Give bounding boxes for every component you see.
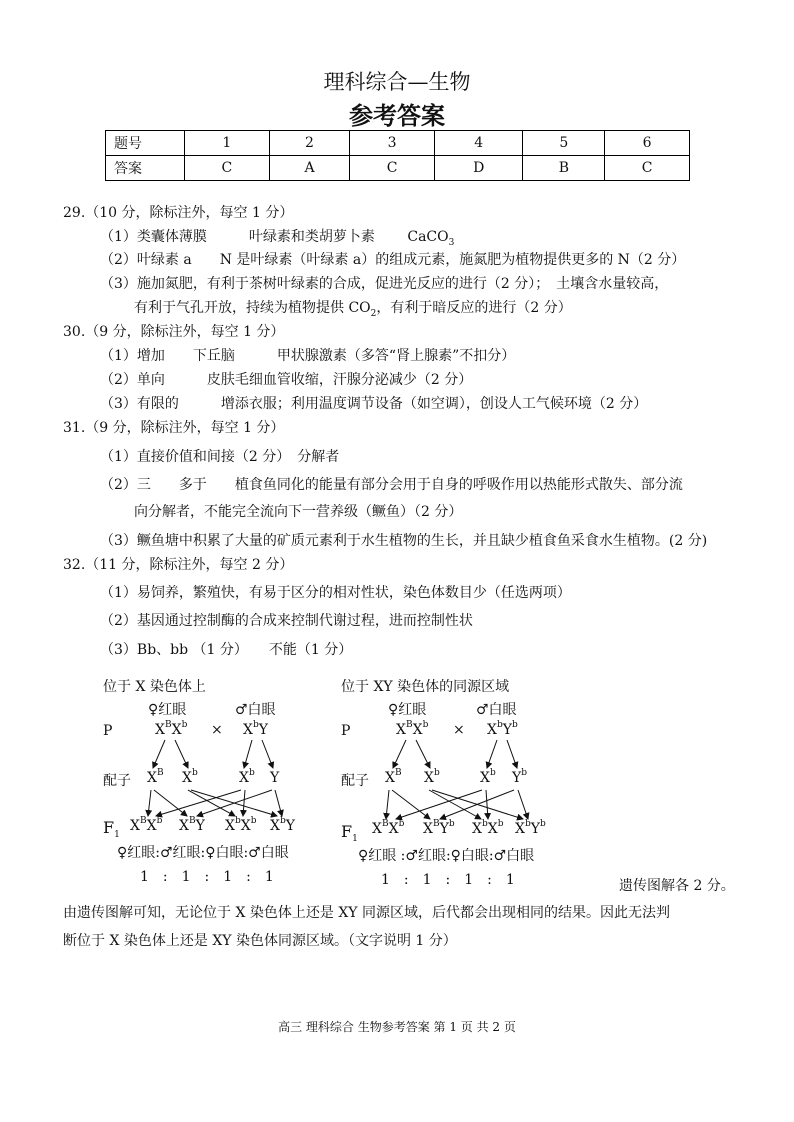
arrow (429, 790, 481, 819)
q32-line-3: （3）Bb、bb （1 分） 不能（1 分） (100, 642, 353, 658)
parent-male-genotype: $X^bY$ (243, 720, 268, 738)
gamete: $X^B$ (385, 768, 402, 786)
arrow (486, 790, 488, 819)
offspring-genotype: $X^bY^b$ (515, 819, 546, 837)
diagram-title: 位于 XY 染色体的同源区域 (341, 679, 510, 695)
q29-line-2: （2）叶绿素 a N 是叶绿素（叶绿素 a）的组成元素，施氮肥为植物提供更多的 N（2 分） (100, 252, 686, 268)
q32-line-1: （1）易饲养，繁殖快，有易于区分的相对性状，染色体数目少（任选两项） (100, 585, 571, 601)
parent-label: P (341, 723, 351, 739)
q31-line-4: （3）鳜鱼塘中积累了大量的矿质元素利于水生植物的生长，并且缺少植食鱼采食水生植物。(2 分) (100, 533, 708, 549)
q29-heading: 29.（10 分，除标注外，每空 1 分） (63, 205, 294, 221)
q29-line-1-text: （1）类囊体薄膜 叶绿素和类胡萝卜素 CaCO (100, 229, 449, 245)
offspring-genotype: $X^BX^b$ (130, 816, 163, 834)
offspring-genotype: $X^BY$ (179, 816, 205, 834)
arrow (416, 740, 430, 768)
cross-symbol: × (453, 722, 465, 738)
arrow (518, 790, 528, 819)
phenotype-ratio-labels: ♀红眼 :♂红眼:♀白眼:♂白眼 (358, 848, 535, 864)
offspring-genotype: $X^bY$ (270, 816, 295, 834)
gamete: $X^b$ (239, 768, 255, 786)
question-number: 4 (435, 131, 523, 156)
phenotype-ratio-labels: ♀红眼:♂红眼:♀白眼:♂白眼 (117, 845, 289, 861)
q29-line-4-text: ，有利于暗反应的进行（2 分） (376, 300, 572, 316)
answer-cell: B (523, 156, 605, 181)
arrow (396, 790, 482, 819)
question-number: 1 (185, 131, 270, 156)
parent-label: P (103, 723, 113, 739)
q32-line-2: （2）基因通过控制酶的合成来控制代谢过程，进而控制性状 (100, 613, 473, 629)
f1-text: F (103, 818, 115, 837)
page-subtitle: 参考答案 (349, 101, 445, 130)
arrow (393, 740, 406, 768)
question-number: 5 (523, 131, 605, 156)
arrow (440, 790, 514, 819)
answer-cell: C (605, 156, 690, 181)
question-number: 3 (350, 131, 435, 156)
gamete: $Y^b$ (512, 768, 528, 786)
answer-cell: D (435, 156, 523, 181)
cross-symbol: × (211, 722, 223, 738)
offspring-genotype: $X^bX^b$ (472, 819, 504, 837)
table-row-label: 答案 (106, 156, 185, 181)
q30-line-3: （3）有限的 增添衣服；利用温度调节设备（如空调），创设人工气候环境（2 分） (100, 396, 648, 412)
question-number: 6 (605, 131, 690, 156)
arrow (243, 790, 245, 816)
parent-male-genotype: $X^bY^b$ (487, 720, 518, 738)
q29-line-4-text: 有利于气孔开放，持续为植物提供 CO (134, 300, 371, 316)
parent-female-genotype: $X^BX^b$ (396, 720, 429, 738)
q32-heading: 32.（11 分，除标注外，每空 2 分） (63, 557, 294, 573)
gamete: $X^b$ (424, 768, 440, 786)
q31-line-3: 向分解者，不能完全流向下一营养级（鳜鱼）（2 分） (134, 504, 463, 520)
arrow (153, 740, 165, 768)
subscript: 1 (114, 830, 120, 841)
page-footer: 高三 理科综合 生物参考答案 第 1 页 共 2 页 (278, 1020, 516, 1034)
q30-line-1: （1）增加 下丘脑 甲状腺激素（多答“肾上腺素”不扣分） (100, 348, 516, 364)
table-row-label: 题号 (106, 131, 185, 156)
gamete-label: 配子 (103, 773, 131, 789)
answer-cell: C (350, 156, 435, 181)
conclusion-line-2: 断位于 X 染色体上还是 XY 染色体同源区域。（文字说明 1 分） (63, 933, 457, 949)
offspring-genotype: $X^BY^b$ (423, 819, 455, 837)
answer-cell: C (185, 156, 270, 181)
arrow (262, 740, 273, 768)
arrow (175, 740, 188, 768)
subscript: 3 (448, 237, 455, 248)
arrow (386, 790, 389, 819)
subscript: 1 (352, 834, 358, 845)
female-phenotype: ♀红眼 (148, 702, 187, 718)
question-number: 2 (269, 131, 349, 156)
q31-line-2: （2）三 多于 植食鱼同化的能量有部分会用于自身的呼吸作用以热能形式散失、部分流 (100, 477, 683, 493)
q31-heading: 31.（9 分，除标注外，每空 1 分） (63, 420, 285, 436)
arrow (197, 790, 272, 816)
q29-line-3: （3）施加氮肥，有利于茶树叶绿素的合成，促进光反应的进行（2 分）； 土壤含水量较高， (100, 276, 669, 292)
page-title: 理科综合—生物 (323, 70, 471, 94)
gamete: $X^B$ (147, 768, 164, 786)
male-phenotype: ♂白眼 (235, 702, 276, 718)
answer-cell: A (269, 156, 349, 181)
phenotype-ratio: 1 : 1 : 1 : 1 (381, 872, 515, 888)
score-note: 遗传图解各 2 分。 (619, 878, 735, 894)
f1-text: F (341, 822, 353, 841)
diagram-title: 位于 X 染色体上 (103, 679, 206, 695)
offspring-genotype: $X^bX^b$ (225, 816, 257, 834)
q31-line-1: （1）直接价值和间接（2 分） 分解者 (100, 449, 340, 465)
subscript: 2 (370, 308, 377, 319)
parent-female-genotype: $X^BX^b$ (155, 720, 188, 738)
gamete-label: 配子 (341, 773, 369, 789)
q30-heading: 30.（9 分，除标注外，每空 1 分） (63, 324, 285, 340)
conclusion-line-1: 由遗传图解可知，无论位于 X 染色体上还是 XY 同源区域，后代都会出现相同的结果。因此无法判 (63, 905, 670, 921)
gamete: $X^b$ (182, 768, 198, 786)
gamete: $X^b$ (480, 768, 496, 786)
phenotype-ratio: 1 : 1 : 1 : 1 (140, 869, 274, 885)
q30-line-2: （2）单向 皮肤毛细血管收缩，汗腺分泌减少（2 分） (100, 372, 473, 388)
male-phenotype: ♂白眼 (476, 702, 517, 718)
arrow (507, 740, 517, 768)
arrow (275, 790, 282, 816)
arrow (244, 740, 252, 768)
offspring-genotype: $X^BX^b$ (372, 819, 405, 837)
gamete: Y (270, 770, 280, 786)
arrow (154, 790, 187, 816)
arrow (148, 790, 151, 816)
arrow (392, 790, 430, 819)
arrow (487, 740, 497, 768)
female-phenotype: ♀红眼 (388, 702, 427, 718)
